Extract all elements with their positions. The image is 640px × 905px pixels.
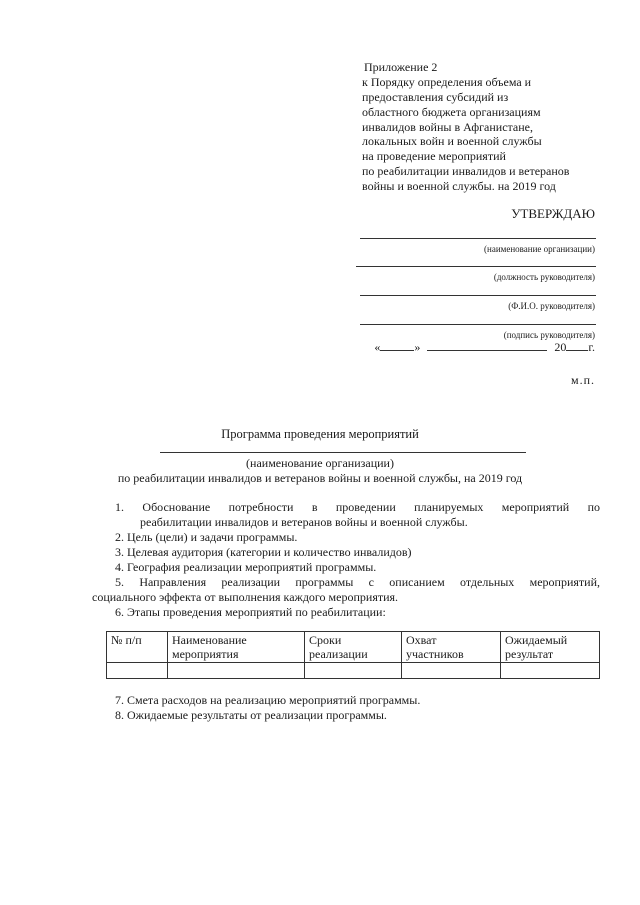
program-title: Программа проведения мероприятий (221, 427, 419, 441)
appendix-line: Приложение 2 (364, 60, 438, 74)
program-subtitle: по реабилитации инвалидов и ветеранов войны и военной службы, на 2019 год (117, 471, 523, 485)
list-item (115, 605, 605, 619)
list-item-continuation: реабилитации инвалидов и ветеранов войны и военной службы. (140, 515, 468, 529)
appendix-line: войны и военной службы. на 2019 год (362, 179, 556, 194)
caption-organization: (наименование организации) (484, 244, 595, 254)
appendix-line: предоставления субсидий из (362, 89, 509, 104)
table-header-cell: Наименование мероприятия (168, 632, 305, 663)
date-open-quote: « (374, 340, 381, 354)
approval-title: УТВЕРЖДАЮ (511, 206, 595, 221)
table-header-cell: № п/п (107, 632, 168, 663)
stages-table (106, 631, 600, 679)
appendix-line: инвалидов войны в Афганистане, (362, 119, 533, 134)
table-header-cell: Сроки реализации (305, 632, 402, 663)
date-close-quote: » (414, 340, 421, 354)
item-text: География реализации мероприятий программы. (127, 560, 377, 574)
list-item-continuation: социального эффекта от выполнения каждого мероприятия. (92, 590, 399, 604)
item-text: Обоснование потребности в проведении планируемых мероприятий по (142, 500, 600, 514)
table-row (107, 663, 600, 679)
table-cell (305, 663, 402, 679)
date-day-blank (380, 340, 414, 351)
caption-signature: (подпись руководителя) (503, 330, 595, 340)
item-number: 6. (115, 605, 124, 619)
list-item (115, 560, 605, 574)
appendix-line: по реабилитации инвалидов и ветеранов (362, 164, 570, 179)
item-text: Смета расходов на реализацию мероприятий программы. (127, 693, 421, 707)
item-text: Целевая аудитория (категории и количество инвалидов) (127, 545, 412, 559)
item-text: Цель (цели) и задачи программы. (127, 530, 298, 544)
appendix-line: областного бюджета организациям (362, 104, 541, 119)
appendix-line: на проведение мероприятий (362, 149, 506, 164)
item-number: 5. (115, 575, 124, 589)
date-month-blank (427, 340, 547, 351)
item-number: 4. (115, 560, 124, 574)
stamp-place: м.п. (570, 373, 595, 387)
date-year-prefix: 20 (554, 340, 567, 354)
table-cell (168, 663, 305, 679)
table-cell (107, 663, 168, 679)
list-item (115, 693, 605, 707)
signature-line-organization (360, 238, 596, 239)
program-org-caption: (наименование организации) (246, 456, 394, 470)
item-number: 8. (115, 708, 124, 722)
caption-position: (должность руководителя) (493, 272, 595, 282)
table-header-cell: Охват участников (402, 632, 501, 663)
item-number: 1. (115, 500, 124, 514)
table-cell (402, 663, 501, 679)
list-item (115, 530, 605, 544)
item-number: 3. (115, 545, 124, 559)
list-item (115, 708, 605, 722)
item-number: 7. (115, 693, 124, 707)
item-text: Этапы проведения мероприятий по реабилитации: (127, 605, 386, 619)
program-org-line (160, 452, 526, 453)
appendix-line: локальных войн и военной службы (362, 134, 542, 149)
caption-name: (Ф.И.О. руководителя) (508, 301, 595, 311)
signature-line-signature (360, 324, 596, 325)
appendix-block (362, 60, 612, 194)
signature-line-position (356, 266, 596, 267)
item-number: 2. (115, 530, 124, 544)
table-header-row (107, 632, 600, 663)
item-text: Ожидаемые результаты от реализации программы. (127, 708, 387, 722)
date-year-suffix: г. (588, 340, 595, 354)
table-cell (501, 663, 600, 679)
list-item (115, 545, 605, 559)
list-item (115, 500, 600, 514)
appendix-line: к Порядку определения объема и (362, 74, 532, 89)
approval-date (374, 340, 595, 354)
signature-line-name (360, 295, 596, 296)
table-header-cell: Ожидаемый результат (501, 632, 600, 663)
date-year-blank (566, 340, 588, 351)
item-text: Направления реализации программы с описанием отдельных мероприятий, (139, 575, 600, 589)
list-item (115, 575, 600, 589)
